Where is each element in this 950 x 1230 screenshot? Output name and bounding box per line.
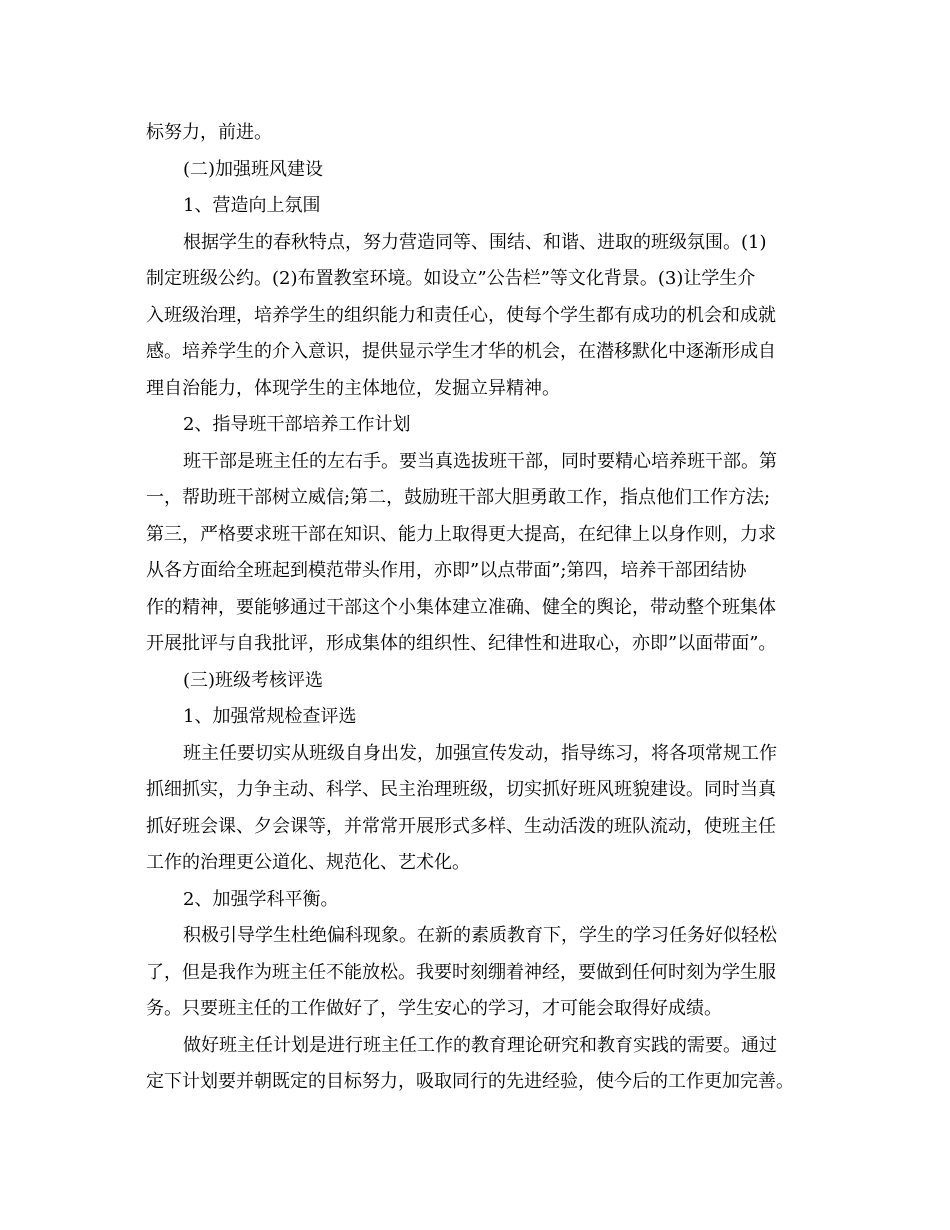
heading-text: (三)班级考核评选 bbox=[183, 669, 324, 691]
paragraph-line: 了，但是我作为班主任不能放松。我要时刻绷着神经，要做到任何时刻为学生服 bbox=[146, 961, 776, 983]
paragraph-line: 一，帮助班干部树立威信;第二，鼓励班干部大胆勇敢工作，指点他们工作方法; bbox=[146, 487, 771, 508]
paragraph-line: 积极引导学生杜绝偏科现象。在新的素质教育下，学生的学习任务好似轻松 bbox=[183, 925, 777, 946]
heading-text: 2、指导班干部培养工作计划 bbox=[183, 414, 411, 435]
paragraph bbox=[146, 225, 826, 408]
paragraph-line: 抓细抓实，力争主动、科学、民主治理班级，切实抓好班风班貌建设。同时当真 bbox=[146, 779, 776, 800]
heading-text: 1、营造向上氛围 bbox=[183, 195, 321, 216]
section-heading bbox=[146, 407, 826, 444]
paragraph-line: 班干部是班主任的左右手。要当真选拔班干部，同时要精心培养班干部。第 bbox=[183, 450, 777, 472]
paragraph-line: 做好班主任计划是进行班主任工作的教育理论研究和教育实践的需要。通过 bbox=[183, 1034, 777, 1056]
paragraph-line: 定下计划要并朝既定的目标努力，吸取同行的先进经验，使今后的工作更加完善。 bbox=[146, 1071, 794, 1092]
heading-text: (二)加强班风建设 bbox=[183, 158, 324, 180]
paragraph-line: 班主任要切实从班级自身出发，加强宣传发动，指导练习，将各项常规工作 bbox=[183, 742, 777, 764]
paragraph-line: 感。培养学生的介入意识，提供显示学生才华的机会，在潜移默化中逐渐形成自 bbox=[146, 341, 776, 362]
paragraph-line: 作的精神，要能够通过干部这个小集体建立准确、健全的舆论，带动整个班集体 bbox=[146, 596, 776, 618]
paragraph bbox=[146, 918, 826, 1028]
paragraph-line: 务。只要班主任的工作做好了，学生安心的学习，才可能会取得好成绩。 bbox=[146, 998, 722, 1019]
document-body bbox=[146, 115, 826, 1101]
paragraph-line: 根据学生的春秋特点，努力营造同等、围结、和谐、进取的班级氛围。(1) bbox=[183, 231, 767, 253]
heading-text: 1、加强常规检查评选 bbox=[183, 706, 357, 727]
paragraph-line: 标努力，前进。 bbox=[146, 122, 272, 143]
paragraph-line: 工作的治理更公道化、规范化、艺术化。 bbox=[146, 852, 470, 873]
section-heading bbox=[146, 882, 826, 919]
paragraph bbox=[146, 115, 826, 152]
paragraph-line: 第三，严格要求班干部在知识、能力上取得更大提高，在纪律上以身作则，力求 bbox=[146, 523, 776, 545]
paragraph bbox=[146, 1028, 826, 1101]
paragraph-line: 入班级治理，培养学生的组织能力和责任心，使每个学生都有成功的机会和成就 bbox=[146, 304, 776, 326]
paragraph-line: 抓好班会课、夕会课等，并常常开展形式多样、生动活泼的班队流动，使班主任 bbox=[146, 815, 776, 837]
paragraph-line: 开展批评与自我批评，形成集体的组织性、纪律性和进取心，亦即”以面带面”。 bbox=[146, 633, 777, 654]
heading-text: 2、加强学科平衡。 bbox=[183, 888, 339, 910]
paragraph bbox=[146, 736, 826, 882]
section-heading bbox=[146, 699, 826, 736]
paragraph-line: 制定班级公约。(2)布置教室环境。如设立”公告栏”等文化背景。(3)让学生介 bbox=[146, 268, 756, 289]
paragraph-line: 从各方面给全班起到模范带头作用，亦即”以点带面”;第四，培养干部团结协 bbox=[146, 560, 747, 581]
section-heading bbox=[146, 188, 826, 225]
section-heading bbox=[146, 152, 826, 189]
paragraph-line: 理自治能力，体现学生的主体地位，发掘立异精神。 bbox=[146, 377, 560, 399]
paragraph bbox=[146, 444, 826, 663]
section-heading bbox=[146, 663, 826, 700]
